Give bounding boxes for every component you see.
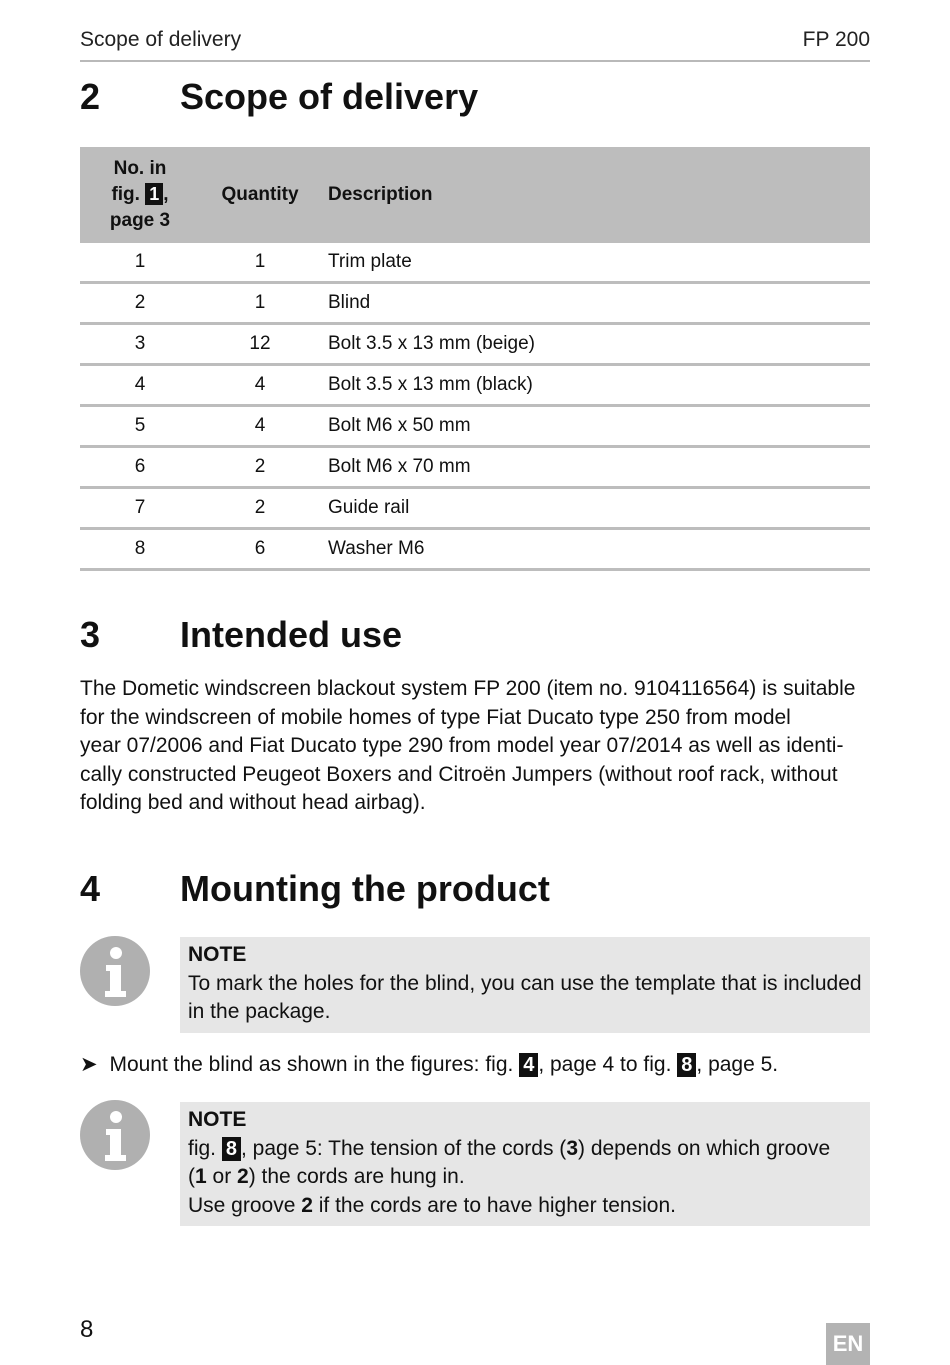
cell-description: Washer M6 <box>320 529 870 570</box>
running-header <box>80 28 870 62</box>
cell-quantity: 1 <box>200 243 320 283</box>
table-row <box>80 529 870 570</box>
note-title: NOTE <box>188 943 247 966</box>
note-text: or <box>206 1165 238 1188</box>
cell-description: Blind <box>320 283 870 324</box>
note-box <box>180 937 870 1033</box>
col-header-number <box>80 147 200 243</box>
intended-use-paragraph <box>80 675 880 818</box>
note-text-line <box>188 1163 862 1192</box>
cell-description: Bolt M6 x 70 mm <box>320 447 870 488</box>
callout-number: 2 <box>301 1193 313 1217</box>
note-text: ) depends on which groove <box>578 1136 831 1160</box>
cell-number: 3 <box>80 324 200 365</box>
note-text-line: To mark the holes for the blind, you can use the template that is included <box>188 971 862 995</box>
figure-ref-badge: 4 <box>519 1053 538 1077</box>
table-row <box>80 447 870 488</box>
info-icon <box>80 936 150 1006</box>
col-header-number-page: page 3 <box>109 210 171 231</box>
note-text: , page 5: The tension of the cords ( <box>240 1136 567 1160</box>
col-header-number-fig-label: fig. <box>111 184 140 205</box>
table-header-row <box>80 147 870 243</box>
figure-ref-badge: 8 <box>222 1137 241 1161</box>
section-3-title: Intended use <box>180 614 403 655</box>
cell-number: 5 <box>80 406 200 447</box>
cell-quantity: 2 <box>200 447 320 488</box>
table-row <box>80 406 870 447</box>
cell-description: Bolt 3.5 x 13 mm (black) <box>320 365 870 406</box>
cell-number: 2 <box>80 283 200 324</box>
col-header-description: Description <box>320 147 870 243</box>
paragraph-line: for the windscreen of mobile homes of type Fiat Ducato type 250 from model <box>80 705 791 729</box>
cell-number: 1 <box>80 243 200 283</box>
note-text-line <box>188 1135 862 1164</box>
callout-number: 2 <box>237 1165 249 1188</box>
paragraph-line: The Dometic windscreen blackout system FP 200 (item no. 9104116564) is suitable <box>80 677 856 700</box>
cell-number: 4 <box>80 365 200 406</box>
info-icon <box>80 1100 150 1170</box>
cell-quantity: 1 <box>200 283 320 324</box>
language-badge: EN <box>826 1323 870 1365</box>
callout-number: 1 <box>195 1165 207 1188</box>
table-row <box>80 324 870 365</box>
figure-ref-badge: 1 <box>145 183 163 205</box>
callout-number: 3 <box>566 1136 578 1160</box>
section-2-title: Scope of delivery <box>180 76 479 117</box>
note-title: NOTE <box>188 1108 247 1131</box>
table-row <box>80 365 870 406</box>
cell-number: 7 <box>80 488 200 529</box>
cell-description: Bolt M6 x 50 mm <box>320 406 870 447</box>
instruction-step <box>80 1051 880 1080</box>
paragraph-line: folding bed and without head airbag). <box>80 791 426 814</box>
page-number: 8 <box>80 1316 94 1343</box>
note-text-line <box>188 1192 862 1221</box>
step-text: , page 4 to fig. <box>538 1053 672 1076</box>
note-box <box>180 1102 870 1226</box>
figure-ref-badge: 8 <box>677 1053 696 1077</box>
note-text: ( <box>188 1165 195 1188</box>
note-text-line: in the package. <box>188 1000 331 1023</box>
note-text: Use groove <box>188 1193 302 1217</box>
step-text: , page 5. <box>696 1053 779 1076</box>
cell-description: Bolt 3.5 x 13 mm (beige) <box>320 324 870 365</box>
paragraph-line: cally constructed Peugeot Boxers and Citroën Jumpers (without roof rack, without <box>80 762 838 786</box>
cell-quantity: 12 <box>200 324 320 365</box>
note-text: fig. <box>188 1136 217 1160</box>
section-2-number: 2 <box>80 76 101 117</box>
table-row <box>80 488 870 529</box>
col-header-number-comma: , <box>163 184 169 205</box>
section-3-number: 3 <box>80 614 101 655</box>
col-header-quantity: Quantity <box>200 147 320 243</box>
section-4-title: Mounting the product <box>180 868 550 909</box>
paragraph-line: year 07/2006 and Fiat Ducato type 290 from model year 07/2014 as well as identi- <box>80 734 844 757</box>
scope-of-delivery-table <box>80 147 870 571</box>
cell-quantity: 4 <box>200 406 320 447</box>
cell-quantity: 2 <box>200 488 320 529</box>
cell-quantity: 6 <box>200 529 320 570</box>
table-row <box>80 243 870 283</box>
header-section-title: Scope of delivery <box>80 28 242 51</box>
cell-description: Trim plate <box>320 243 870 283</box>
arrow-bullet-icon: ➤ <box>80 1053 98 1076</box>
col-header-number-line1: No. in <box>113 158 167 179</box>
header-product-name: FP 200 <box>802 28 870 51</box>
cell-number: 6 <box>80 447 200 488</box>
cell-quantity: 4 <box>200 365 320 406</box>
section-4-number: 4 <box>80 868 101 909</box>
cell-number: 8 <box>80 529 200 570</box>
table-row <box>80 283 870 324</box>
note-text: ) the cords are hung in. <box>248 1165 465 1188</box>
note-text: if the cords are to have higher tension. <box>312 1193 676 1217</box>
cell-description: Guide rail <box>320 488 870 529</box>
step-text: Mount the blind as shown in the figures: fig. <box>109 1053 514 1076</box>
